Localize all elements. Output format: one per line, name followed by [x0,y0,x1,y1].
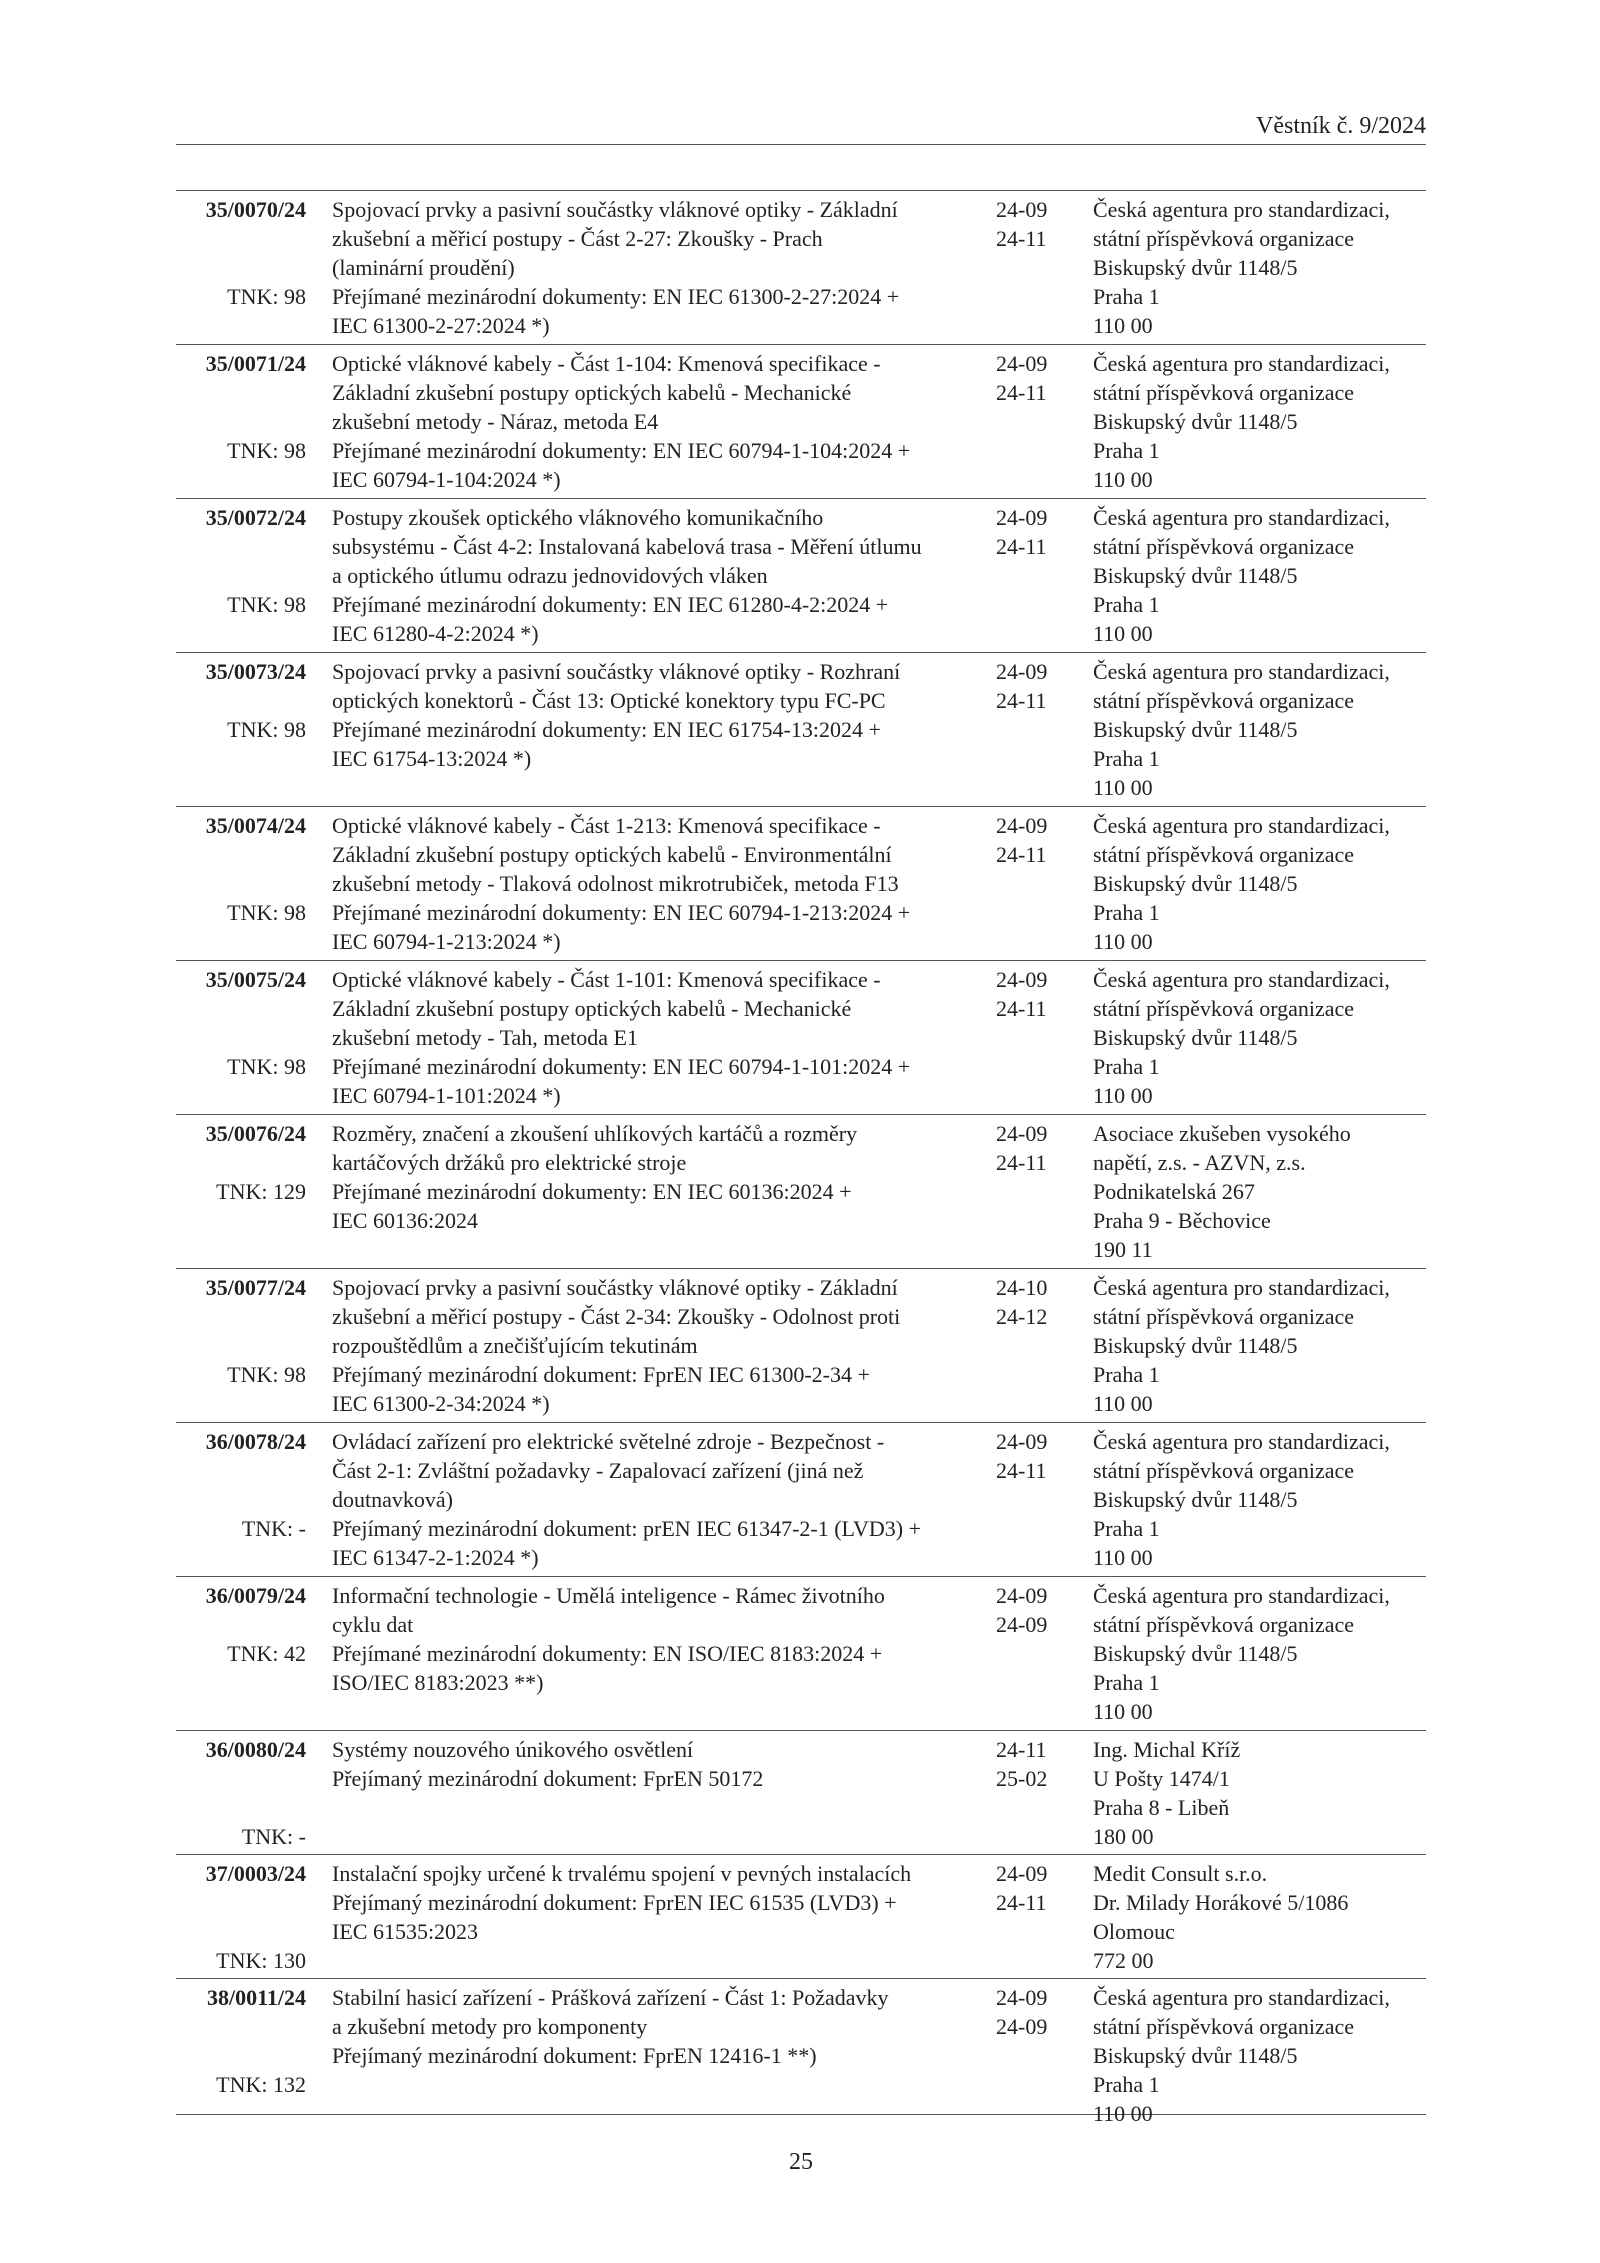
entry-organization-line: 772 00 [1093,1948,1154,1973]
entry-tnk: TNK: 98 [227,284,306,309]
entry-title [332,1983,992,2070]
entry-title-line: IEC 61754-13:2024 *) [332,746,532,771]
entry-organization-line: Biskupský dvůr 1148/5 [1093,409,1298,434]
table-row [176,191,1426,345]
entry-organization-line: Biskupský dvůr 1148/5 [1093,563,1298,588]
entry-organization-line: Praha 1 [1093,438,1160,463]
entry-organization [1093,1273,1433,1418]
entry-organization-line: státní příspěvková organizace [1093,2014,1355,2039]
entry-title-line: Přejímané mezinárodní dokumenty: EN ISO/IEC 8183:2024 + [332,1641,883,1666]
entry-organization-line: Biskupský dvůr 1148/5 [1093,2043,1298,2068]
entry-organization-line: 180 00 [1093,1824,1154,1849]
entry-organization-line: Česká agentura pro standardizaci, [1093,197,1390,222]
entry-title-line: Přejímaný mezinárodní dokument: FprEN 12416-1 **) [332,2043,817,2068]
entry-id-column [176,503,306,649]
entry-tnk: TNK: 98 [227,900,306,925]
entry-code: 38/0011/24 [206,1985,306,2010]
table-row [176,1979,1426,2126]
entry-organization-line: Praha 1 [1093,284,1160,309]
entry-code: 35/0072/24 [205,505,306,530]
entry-title-line: kartáčových držáků pro elektrické stroje [332,1150,687,1175]
entry-title-line: Ovládací zařízení pro elektrické světelné zdroje - Bezpečnost - [332,1429,885,1454]
entry-title-line: Stabilní hasicí zařízení - Prášková zařízení - Část 1: Požadavky [332,1985,889,2010]
entry-organization-line: Česká agentura pro standardizaci, [1093,659,1390,684]
entry-code: 35/0076/24 [205,1121,306,1146]
entry-dates [996,1119,1076,1177]
entry-organization-line: Praha 1 [1093,900,1160,925]
entry-tnk: TNK: - [241,1516,306,1541]
entry-title-line: Základní zkušební postupy optických kabelů - Mechanické [332,380,852,405]
entry-code: 36/0080/24 [205,1737,306,1762]
entry-code: 37/0003/24 [205,1861,306,1886]
entry-id-column [176,1427,306,1573]
entry-organization-line: Praha 1 [1093,1362,1160,1387]
entry-organization-line: Ing. Michal Kříž [1093,1737,1241,1762]
entry-title-line: Postupy zkoušek optického vláknového komunikačního [332,505,824,530]
entry-title-line: Přejímaný mezinárodní dokument: FprEN IEC 61300-2-34 + [332,1362,870,1387]
entry-organization [1093,1581,1433,1726]
entry-tnk: TNK: - [241,1824,306,1849]
entry-organization-line: Biskupský dvůr 1148/5 [1093,255,1298,280]
entry-title [332,1427,992,1572]
entry-title-line: Rozměry, značení a zkoušení uhlíkových kartáčů a rozměry [332,1121,858,1146]
entry-code: 35/0071/24 [205,351,306,376]
entry-title-line: Přejímané mezinárodní dokumenty: EN IEC 60794-1-101:2024 + [332,1054,911,1079]
entry-id-column [176,657,306,803]
page-header: Věstník č. 9/2024 [1256,113,1426,139]
entry-organization [1093,657,1433,802]
entry-organization-line: 110 00 [1093,313,1153,338]
entry-organization-line: 110 00 [1093,1545,1153,1570]
table-row [176,1855,1426,1979]
entry-organization-line: Praha 9 - Běchovice [1093,1208,1271,1233]
entry-organization-line: Praha 1 [1093,2072,1160,2097]
entry-title-line: (laminární proudění) [332,255,515,280]
entry-tnk: TNK: 98 [227,592,306,617]
entry-title [332,1119,992,1235]
entry-title-line: Přejímaný mezinárodní dokument: FprEN IEC 61535 (LVD3) + [332,1890,897,1915]
entry-date: 24-09 [996,197,1048,222]
entry-title-line: Část 2-1: Zvláštní požadavky - Zapalovací zařízení (jiná než [332,1458,864,1483]
table-row [176,1269,1426,1423]
entry-date: 24-09 [996,1429,1048,1454]
entry-organization-line: Podnikatelská 267 [1093,1179,1255,1204]
entry-title-line: IEC 61347-2-1:2024 *) [332,1545,539,1570]
entry-title [332,811,992,956]
entry-dates [996,657,1076,715]
entry-id-column [176,965,306,1111]
table-row [176,961,1426,1115]
entry-title-line: zkušební a měřicí postupy - Část 2-27: Zkoušky - Prach [332,226,823,251]
entry-title-line: ISO/IEC 8183:2023 **) [332,1670,544,1695]
entry-organization-line: Biskupský dvůr 1148/5 [1093,1333,1298,1358]
entry-organization-line: 190 11 [1093,1237,1153,1262]
entry-date: 24-11 [996,1150,1047,1175]
entry-organization-line: Česká agentura pro standardizaci, [1093,813,1390,838]
entry-organization-line: Česká agentura pro standardizaci, [1093,1985,1390,2010]
entry-organization-line: napětí, z.s. - AZVN, z.s. [1093,1150,1306,1175]
entry-date: 24-11 [996,688,1047,713]
entry-title [332,195,992,340]
entry-date: 24-09 [996,1121,1048,1146]
entry-organization-line: Olomouc [1093,1919,1175,1944]
entry-date: 24-11 [996,380,1047,405]
entry-date: 24-10 [996,1275,1048,1300]
entry-organization-line: Česká agentura pro standardizaci, [1093,505,1390,530]
entry-organization-line: Asociace zkušeben vysokého [1093,1121,1351,1146]
entry-dates [996,1581,1076,1639]
entry-organization-line: Biskupský dvůr 1148/5 [1093,717,1298,742]
entry-date: 24-11 [996,226,1047,251]
entry-date: 24-09 [996,1985,1048,2010]
entry-organization-line: Biskupský dvůr 1148/5 [1093,1487,1298,1512]
entry-organization [1093,965,1433,1110]
entry-title [332,349,992,494]
entry-organization-line: Česká agentura pro standardizaci, [1093,1275,1390,1300]
entry-id-column [176,195,306,341]
entry-title [332,1581,992,1697]
entry-organization-line: Dr. Milady Horákové 5/1086 [1093,1890,1349,1915]
entry-title-line: Spojovací prvky a pasivní součástky vláknové optiky - Základní [332,197,898,222]
table-row [176,1423,1426,1577]
entry-dates [996,1273,1076,1331]
entry-organization [1093,811,1433,956]
entry-title [332,965,992,1110]
entry-tnk: TNK: 42 [227,1641,306,1666]
entry-title-line: Přejímaný mezinárodní dokument: FprEN 50172 [332,1766,764,1791]
entry-date: 24-11 [996,996,1047,1021]
entry-date: 24-09 [996,1861,1048,1886]
entry-organization-line: Biskupský dvůr 1148/5 [1093,1025,1298,1050]
entry-title-line: Přejímané mezinárodní dokumenty: EN IEC 61300-2-27:2024 + [332,284,900,309]
entry-date: 24-09 [996,1612,1048,1637]
entry-date: 25-02 [996,1766,1048,1791]
entry-organization-line: Praha 8 - Libeň [1093,1795,1230,1820]
entry-title-line: IEC 61280-4-2:2024 *) [332,621,539,646]
entry-organization [1093,1427,1433,1572]
entry-organization-line: státní příspěvková organizace [1093,996,1355,1021]
entry-code: 35/0074/24 [205,813,306,838]
entry-id-column [176,349,306,495]
entry-organization-line: státní příspěvková organizace [1093,534,1355,559]
entry-title-line: Přejímané mezinárodní dokumenty: EN IEC 61754-13:2024 + [332,717,881,742]
entry-title-line: IEC 61300-2-34:2024 *) [332,1391,550,1416]
entry-dates [996,1983,1076,2041]
entry-organization-line: 110 00 [1093,621,1153,646]
entry-id-column [176,1859,306,1975]
entry-title-line: Přejímané mezinárodní dokumenty: EN IEC 60794-1-104:2024 + [332,438,911,463]
entry-date: 24-09 [996,505,1048,530]
entry-title-line: IEC 61535:2023 [332,1919,479,1944]
entry-date: 24-11 [996,1458,1047,1483]
entry-code: 36/0078/24 [205,1429,306,1454]
entry-organization-line: státní příspěvková organizace [1093,226,1355,251]
entry-organization-line: Česká agentura pro standardizaci, [1093,967,1390,992]
entry-organization-line: Česká agentura pro standardizaci, [1093,351,1390,376]
entry-date: 24-09 [996,813,1048,838]
entry-code: 35/0075/24 [205,967,306,992]
entry-organization-line: státní příspěvková organizace [1093,1612,1355,1637]
entry-title-line: zkušební metody - Tlaková odolnost mikrotrubiček, metoda F13 [332,871,899,896]
entry-organization [1093,503,1433,648]
entry-title-line: zkušební metody - Náraz, metoda E4 [332,409,659,434]
entry-organization-line: státní příspěvková organizace [1093,1304,1355,1329]
table-row [176,1115,1426,1269]
entry-date: 24-12 [996,1304,1048,1329]
entry-title-line: cyklu dat [332,1612,414,1637]
entry-organization-line: státní příspěvková organizace [1093,842,1355,867]
entry-title-line: IEC 60794-1-104:2024 *) [332,467,561,492]
entry-dates [996,811,1076,869]
entry-title-line: zkušební a měřicí postupy - Část 2-34: Zkoušky - Odolnost proti [332,1304,901,1329]
entry-id-column [176,1735,306,1851]
entry-title-line: subsystému - Část 4-2: Instalovaná kabelová trasa - Měření útlumu [332,534,922,559]
entry-date: 24-09 [996,1583,1048,1608]
entry-id-column [176,1581,306,1727]
entry-organization-line: Biskupský dvůr 1148/5 [1093,871,1298,896]
entry-organization-line: Praha 1 [1093,592,1160,617]
entry-organization-line: státní příspěvková organizace [1093,1458,1355,1483]
table-row [176,499,1426,653]
entry-dates [996,1859,1076,1917]
entry-organization-line: Praha 1 [1093,746,1160,771]
entry-title-line: Informační technologie - Umělá inteligence - Rámec životního [332,1583,885,1608]
table-row [176,345,1426,499]
entry-organization [1093,1119,1433,1264]
entry-title-line: Přejímané mezinárodní dokumenty: EN IEC 60136:2024 + [332,1179,852,1204]
entry-tnk: TNK: 98 [227,717,306,742]
entry-date: 24-11 [996,842,1047,867]
entry-organization [1093,1735,1433,1851]
entry-dates [996,1427,1076,1485]
entry-tnk: TNK: 98 [227,1362,306,1387]
entry-title-line: Základní zkušební postupy optických kabelů - Environmentální [332,842,892,867]
entry-organization-line: 110 00 [1093,929,1153,954]
entry-title-line: Přejímaný mezinárodní dokument: prEN IEC 61347-2-1 (LVD3) + [332,1516,921,1541]
entry-title-line: Optické vláknové kabely - Část 1-101: Kmenová specifikace - [332,967,881,992]
entry-dates [996,965,1076,1023]
entry-title [332,1273,992,1418]
entry-title-line: doutnavková) [332,1487,453,1512]
entry-organization-line: Praha 1 [1093,1516,1160,1541]
entry-organization-line: U Pošty 1474/1 [1093,1766,1230,1791]
page-number: 25 [789,2149,813,2175]
entry-title-line: Spojovací prvky a pasivní součástky vláknové optiky - Základní [332,1275,898,1300]
entry-organization [1093,1983,1433,2128]
entry-organization-line: 110 00 [1093,775,1153,800]
entry-title [332,1859,992,1946]
header-rule [176,144,1426,145]
entry-organization-line: 110 00 [1093,1391,1153,1416]
entry-date: 24-11 [996,1737,1047,1762]
entry-organization-line: 110 00 [1093,2101,1153,2126]
entry-id-column [176,1273,306,1419]
entry-date: 24-09 [996,351,1048,376]
table-row [176,807,1426,961]
entry-title [332,657,992,773]
table-row [176,1731,1426,1855]
entry-dates [996,1735,1076,1793]
entry-organization-line: 110 00 [1093,1083,1153,1108]
entry-title-line: IEC 60794-1-213:2024 *) [332,929,561,954]
entry-title-line: Spojovací prvky a pasivní součástky vláknové optiky - Rozhraní [332,659,901,684]
entry-organization [1093,1859,1433,1975]
entry-title-line: Instalační spojky určené k trvalému spojení v pevných instalacích [332,1861,912,1886]
entry-title-line: Optické vláknové kabely - Část 1-104: Kmenová specifikace - [332,351,881,376]
entry-dates [996,503,1076,561]
entry-organization [1093,195,1433,340]
entry-date: 24-11 [996,1890,1047,1915]
entry-title-line: IEC 60136:2024 [332,1208,479,1233]
entry-date: 24-09 [996,2014,1048,2039]
entry-title-line: a zkušební metody pro komponenty [332,2014,648,2039]
entry-tnk: TNK: 98 [227,1054,306,1079]
entry-code: 36/0079/24 [205,1583,306,1608]
entry-tnk: TNK: 132 [216,2072,306,2097]
entry-title-line: Systémy nouzového únikového osvětlení [332,1737,694,1762]
entry-dates [996,195,1076,253]
table-row [176,1577,1426,1731]
entry-organization-line: státní příspěvková organizace [1093,380,1355,405]
entry-organization-line: Biskupský dvůr 1148/5 [1093,1641,1298,1666]
entry-organization-line: Praha 1 [1093,1054,1160,1079]
entry-organization [1093,349,1433,494]
entry-title [332,1735,992,1793]
entry-id-column [176,1983,306,2111]
table-row [176,653,1426,807]
entry-title [332,503,992,648]
entry-code: 35/0070/24 [205,197,306,222]
entry-date: 24-09 [996,967,1048,992]
entry-tnk: TNK: 98 [227,438,306,463]
entry-tnk: TNK: 130 [216,1948,306,1973]
entry-organization-line: Česká agentura pro standardizaci, [1093,1429,1390,1454]
entry-organization-line: 110 00 [1093,1699,1153,1724]
entry-id-column [176,1119,306,1265]
entry-title-line: Přejímané mezinárodní dokumenty: EN IEC 61280-4-2:2024 + [332,592,889,617]
entries-table [176,190,1426,2126]
entry-title-line: optických konektorů - Část 13: Optické konektory typu FC-PC [332,688,886,713]
entry-title-line: rozpouštědlům a znečišťujícím tekutinám [332,1333,698,1358]
entry-tnk: TNK: 129 [216,1179,306,1204]
entry-organization-line: Medit Consult s.r.o. [1093,1861,1268,1886]
entry-code: 35/0073/24 [205,659,306,684]
entry-title-line: IEC 61300-2-27:2024 *) [332,313,550,338]
entry-organization-line: státní příspěvková organizace [1093,688,1355,713]
entry-dates [996,349,1076,407]
entry-organization-line: Praha 1 [1093,1670,1160,1695]
entry-title-line: IEC 60794-1-101:2024 *) [332,1083,561,1108]
entry-code: 35/0077/24 [205,1275,306,1300]
entry-id-column [176,811,306,957]
entry-organization-line: Česká agentura pro standardizaci, [1093,1583,1390,1608]
entry-title-line: a optického útlumu odrazu jednovidových vláken [332,563,768,588]
entry-title-line: Základní zkušební postupy optických kabelů - Mechanické [332,996,852,1021]
entry-date: 24-09 [996,659,1048,684]
entry-title-line: Optické vláknové kabely - Část 1-213: Kmenová specifikace - [332,813,881,838]
entry-title-line: Přejímané mezinárodní dokumenty: EN IEC 60794-1-213:2024 + [332,900,911,925]
entry-date: 24-11 [996,534,1047,559]
entry-organization-line: 110 00 [1093,467,1153,492]
entry-title-line: zkušební metody - Tah, metoda E1 [332,1025,638,1050]
